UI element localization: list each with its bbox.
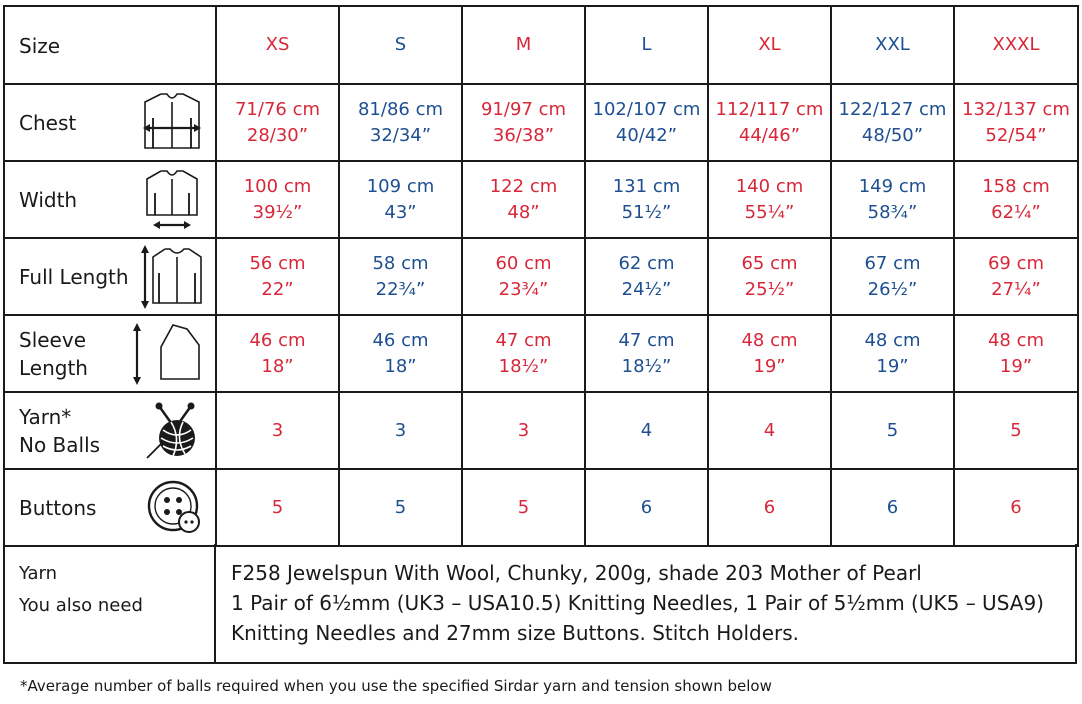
width-cell-xxl <box>831 161 954 238</box>
chest-cell-xxxl <box>954 84 1078 161</box>
sleeve-length-label <box>19 326 88 382</box>
size-xs: XS <box>216 6 339 84</box>
metric-value: 132/137 cm <box>962 98 1070 120</box>
metric-value: 112/117 cm <box>715 98 824 120</box>
size-xl: XL <box>708 6 831 84</box>
yarn-balls-cell-xxxl <box>954 392 1078 469</box>
yarn-balls-label <box>19 403 100 459</box>
size-xxl: XXL <box>831 6 954 84</box>
imperial-value: 18” <box>261 355 294 377</box>
sleeve-label-line2: Length <box>19 355 88 380</box>
buttons-label: Buttons <box>19 496 97 521</box>
metric-value: 158 cm <box>982 175 1050 197</box>
sleeve-length-icon <box>129 321 205 387</box>
width-row <box>4 161 1078 238</box>
size-m: M <box>462 6 585 84</box>
imperial-value: 39½” <box>252 201 303 223</box>
chest-cell-s <box>339 84 462 161</box>
metric-value: 131 cm <box>612 175 681 197</box>
imperial-value: 62¼” <box>991 201 1041 223</box>
buttons-cell-s <box>339 469 462 546</box>
metric-value: 48 cm <box>741 329 798 351</box>
width-cell-m <box>462 161 585 238</box>
metric-value: 56 cm <box>249 252 306 274</box>
metric-value: 91/97 cm <box>480 98 567 120</box>
count-value: 6 <box>640 496 653 518</box>
imperial-value: 22” <box>261 278 294 300</box>
width-label: Width <box>19 188 78 213</box>
full-length-cell-xxxl <box>954 238 1078 315</box>
imperial-value: 25½” <box>744 278 795 300</box>
cardigan-width-icon <box>139 167 205 233</box>
chest-cell-l <box>585 84 708 161</box>
metric-value: 100 cm <box>243 175 312 197</box>
imperial-value: 32/34” <box>369 124 432 146</box>
chest-cell-m <box>462 84 585 161</box>
count-value: 6 <box>763 496 776 518</box>
size-chart <box>3 5 1077 664</box>
button-icon <box>145 478 205 538</box>
imperial-value: 48” <box>507 201 540 223</box>
metric-value: 62 cm <box>618 252 675 274</box>
buttons-cell-m <box>462 469 585 546</box>
full-length-cell-m <box>462 238 585 315</box>
metric-value: 71/76 cm <box>234 98 321 120</box>
metric-value: 140 cm <box>735 175 804 197</box>
chest-cell-xl <box>708 84 831 161</box>
chest-label-cell <box>4 84 216 161</box>
metric-value: 109 cm <box>366 175 435 197</box>
chest-label: Chest <box>19 111 77 136</box>
count-value: 5 <box>394 496 407 518</box>
yarn-ball-icon <box>145 400 205 462</box>
metric-value: 149 cm <box>858 175 927 197</box>
imperial-value: 36/38” <box>492 124 555 146</box>
yarn-balls-cell-xxl <box>831 392 954 469</box>
size-header-row <box>4 6 1078 84</box>
width-cell-l <box>585 161 708 238</box>
count-value: 5 <box>1010 419 1022 441</box>
metric-value: 47 cm <box>495 329 552 351</box>
metric-value: 48 cm <box>987 329 1045 351</box>
imperial-value: 43” <box>384 201 417 223</box>
metric-value: 122/127 cm <box>838 98 947 120</box>
full-length-label-cell <box>4 238 216 315</box>
metric-value: 58 cm <box>372 252 429 274</box>
yarn-balls-cell-m <box>462 392 585 469</box>
count-value: 3 <box>517 419 530 441</box>
imperial-value: 18” <box>384 355 417 377</box>
sleeve-length-cell-xs <box>216 315 339 392</box>
full-length-cell-xxl <box>831 238 954 315</box>
cardigan-chest-icon <box>139 90 205 156</box>
count-value: 3 <box>271 419 284 441</box>
metric-value: 122 cm <box>489 175 558 197</box>
metric-value: 47 cm <box>618 329 675 351</box>
materials-box <box>3 544 1077 664</box>
size-s: S <box>339 6 462 84</box>
width-cell-xxxl <box>954 161 1078 238</box>
yarn-text: F258 Jewelspun With Wool, Chunky, 200g, shade 203 Mother of Pearl <box>231 561 922 585</box>
yarn-label: Yarn <box>19 563 58 584</box>
imperial-value: 28/30” <box>246 124 309 146</box>
full-length-row <box>4 238 1078 315</box>
need-line-1: 1 Pair of 6½mm (UK3 – USA10.5) Knitting Needles, 1 Pair of 5½mm (UK5 – USA9) <box>231 591 1044 615</box>
metric-value: 48 cm <box>864 329 921 351</box>
size-label-cell <box>4 6 216 84</box>
imperial-value: 27¼” <box>991 278 1041 300</box>
imperial-value: 24½” <box>621 278 672 300</box>
yarn-label-line1: Yarn* <box>19 404 72 429</box>
buttons-cell-l <box>585 469 708 546</box>
size-xxxl: XXXL <box>954 6 1078 84</box>
metric-value: 67 cm <box>864 252 921 274</box>
materials-text <box>231 558 1066 648</box>
metric-value: 46 cm <box>372 329 429 351</box>
yarn-balls-row <box>4 392 1078 469</box>
count-value: 6 <box>886 496 899 518</box>
full-length-cell-xl <box>708 238 831 315</box>
yarn-balls-cell-xs <box>216 392 339 469</box>
cardigan-length-icon <box>139 243 205 311</box>
need-line-2: Knitting Needles and 27mm size Buttons. Stitch Holders. <box>231 621 800 645</box>
metric-value: 81/86 cm <box>357 98 444 120</box>
materials-labels <box>5 544 216 662</box>
count-value: 5 <box>271 496 284 518</box>
sleeve-length-cell-m <box>462 315 585 392</box>
sleeve-label-line1: Sleeve <box>19 327 87 352</box>
imperial-value: 19” <box>876 355 909 377</box>
width-label-cell <box>4 161 216 238</box>
imperial-value: 44/46” <box>738 124 801 146</box>
width-cell-s <box>339 161 462 238</box>
sleeve-length-cell-s <box>339 315 462 392</box>
buttons-label-cell <box>4 469 216 546</box>
sleeve-length-cell-xl <box>708 315 831 392</box>
yarn-label-line2: No Balls <box>19 432 101 457</box>
imperial-value: 26½” <box>867 278 918 300</box>
imperial-value: 18½” <box>621 355 672 377</box>
width-cell-xl <box>708 161 831 238</box>
size-table <box>3 5 1079 547</box>
yarn-balls-cell-xl <box>708 392 831 469</box>
buttons-cell-xl <box>708 469 831 546</box>
size-l: L <box>585 6 708 84</box>
footnote: *Average number of balls required when you use the specified Sirdar yarn and tension shown below <box>20 677 772 695</box>
also-need-label: You also need <box>19 595 143 616</box>
width-cell-xs <box>216 161 339 238</box>
yarn-balls-cell-l <box>585 392 708 469</box>
imperial-value: 40/42” <box>615 124 678 146</box>
count-value: 3 <box>394 419 407 441</box>
count-value: 4 <box>763 419 776 441</box>
count-value: 6 <box>1010 496 1022 518</box>
imperial-value: 19” <box>999 355 1033 377</box>
metric-value: 65 cm <box>741 252 798 274</box>
imperial-value: 58¾” <box>867 201 918 223</box>
full-length-cell-s <box>339 238 462 315</box>
sleeve-length-label-cell <box>4 315 216 392</box>
buttons-cell-xxl <box>831 469 954 546</box>
full-length-label: Full Length <box>19 265 129 290</box>
count-value: 4 <box>640 419 653 441</box>
buttons-row <box>4 469 1078 546</box>
count-value: 5 <box>886 419 899 441</box>
imperial-value: 22¾” <box>375 278 426 300</box>
buttons-cell-xxxl <box>954 469 1078 546</box>
sleeve-length-cell-l <box>585 315 708 392</box>
imperial-value: 55¼” <box>744 201 795 223</box>
imperial-value: 51½” <box>621 201 672 223</box>
imperial-value: 19” <box>753 355 786 377</box>
size-label: Size <box>19 33 61 58</box>
chest-cell-xs <box>216 84 339 161</box>
yarn-balls-label-cell <box>4 392 216 469</box>
yarn-balls-cell-s <box>339 392 462 469</box>
full-length-cell-l <box>585 238 708 315</box>
metric-value: 102/107 cm <box>592 98 701 120</box>
chest-cell-xxl <box>831 84 954 161</box>
chest-row <box>4 84 1078 161</box>
metric-value: 69 cm <box>987 252 1045 274</box>
imperial-value: 48/50” <box>861 124 924 146</box>
count-value: 5 <box>517 496 530 518</box>
sleeve-length-cell-xxxl <box>954 315 1078 392</box>
full-length-cell-xs <box>216 238 339 315</box>
metric-value: 46 cm <box>249 329 306 351</box>
sleeve-length-row <box>4 315 1078 392</box>
buttons-cell-xs <box>216 469 339 546</box>
imperial-value: 52/54” <box>985 124 1047 146</box>
imperial-value: 23¾” <box>498 278 549 300</box>
metric-value: 60 cm <box>495 252 552 274</box>
sleeve-length-cell-xxl <box>831 315 954 392</box>
imperial-value: 18½” <box>498 355 549 377</box>
